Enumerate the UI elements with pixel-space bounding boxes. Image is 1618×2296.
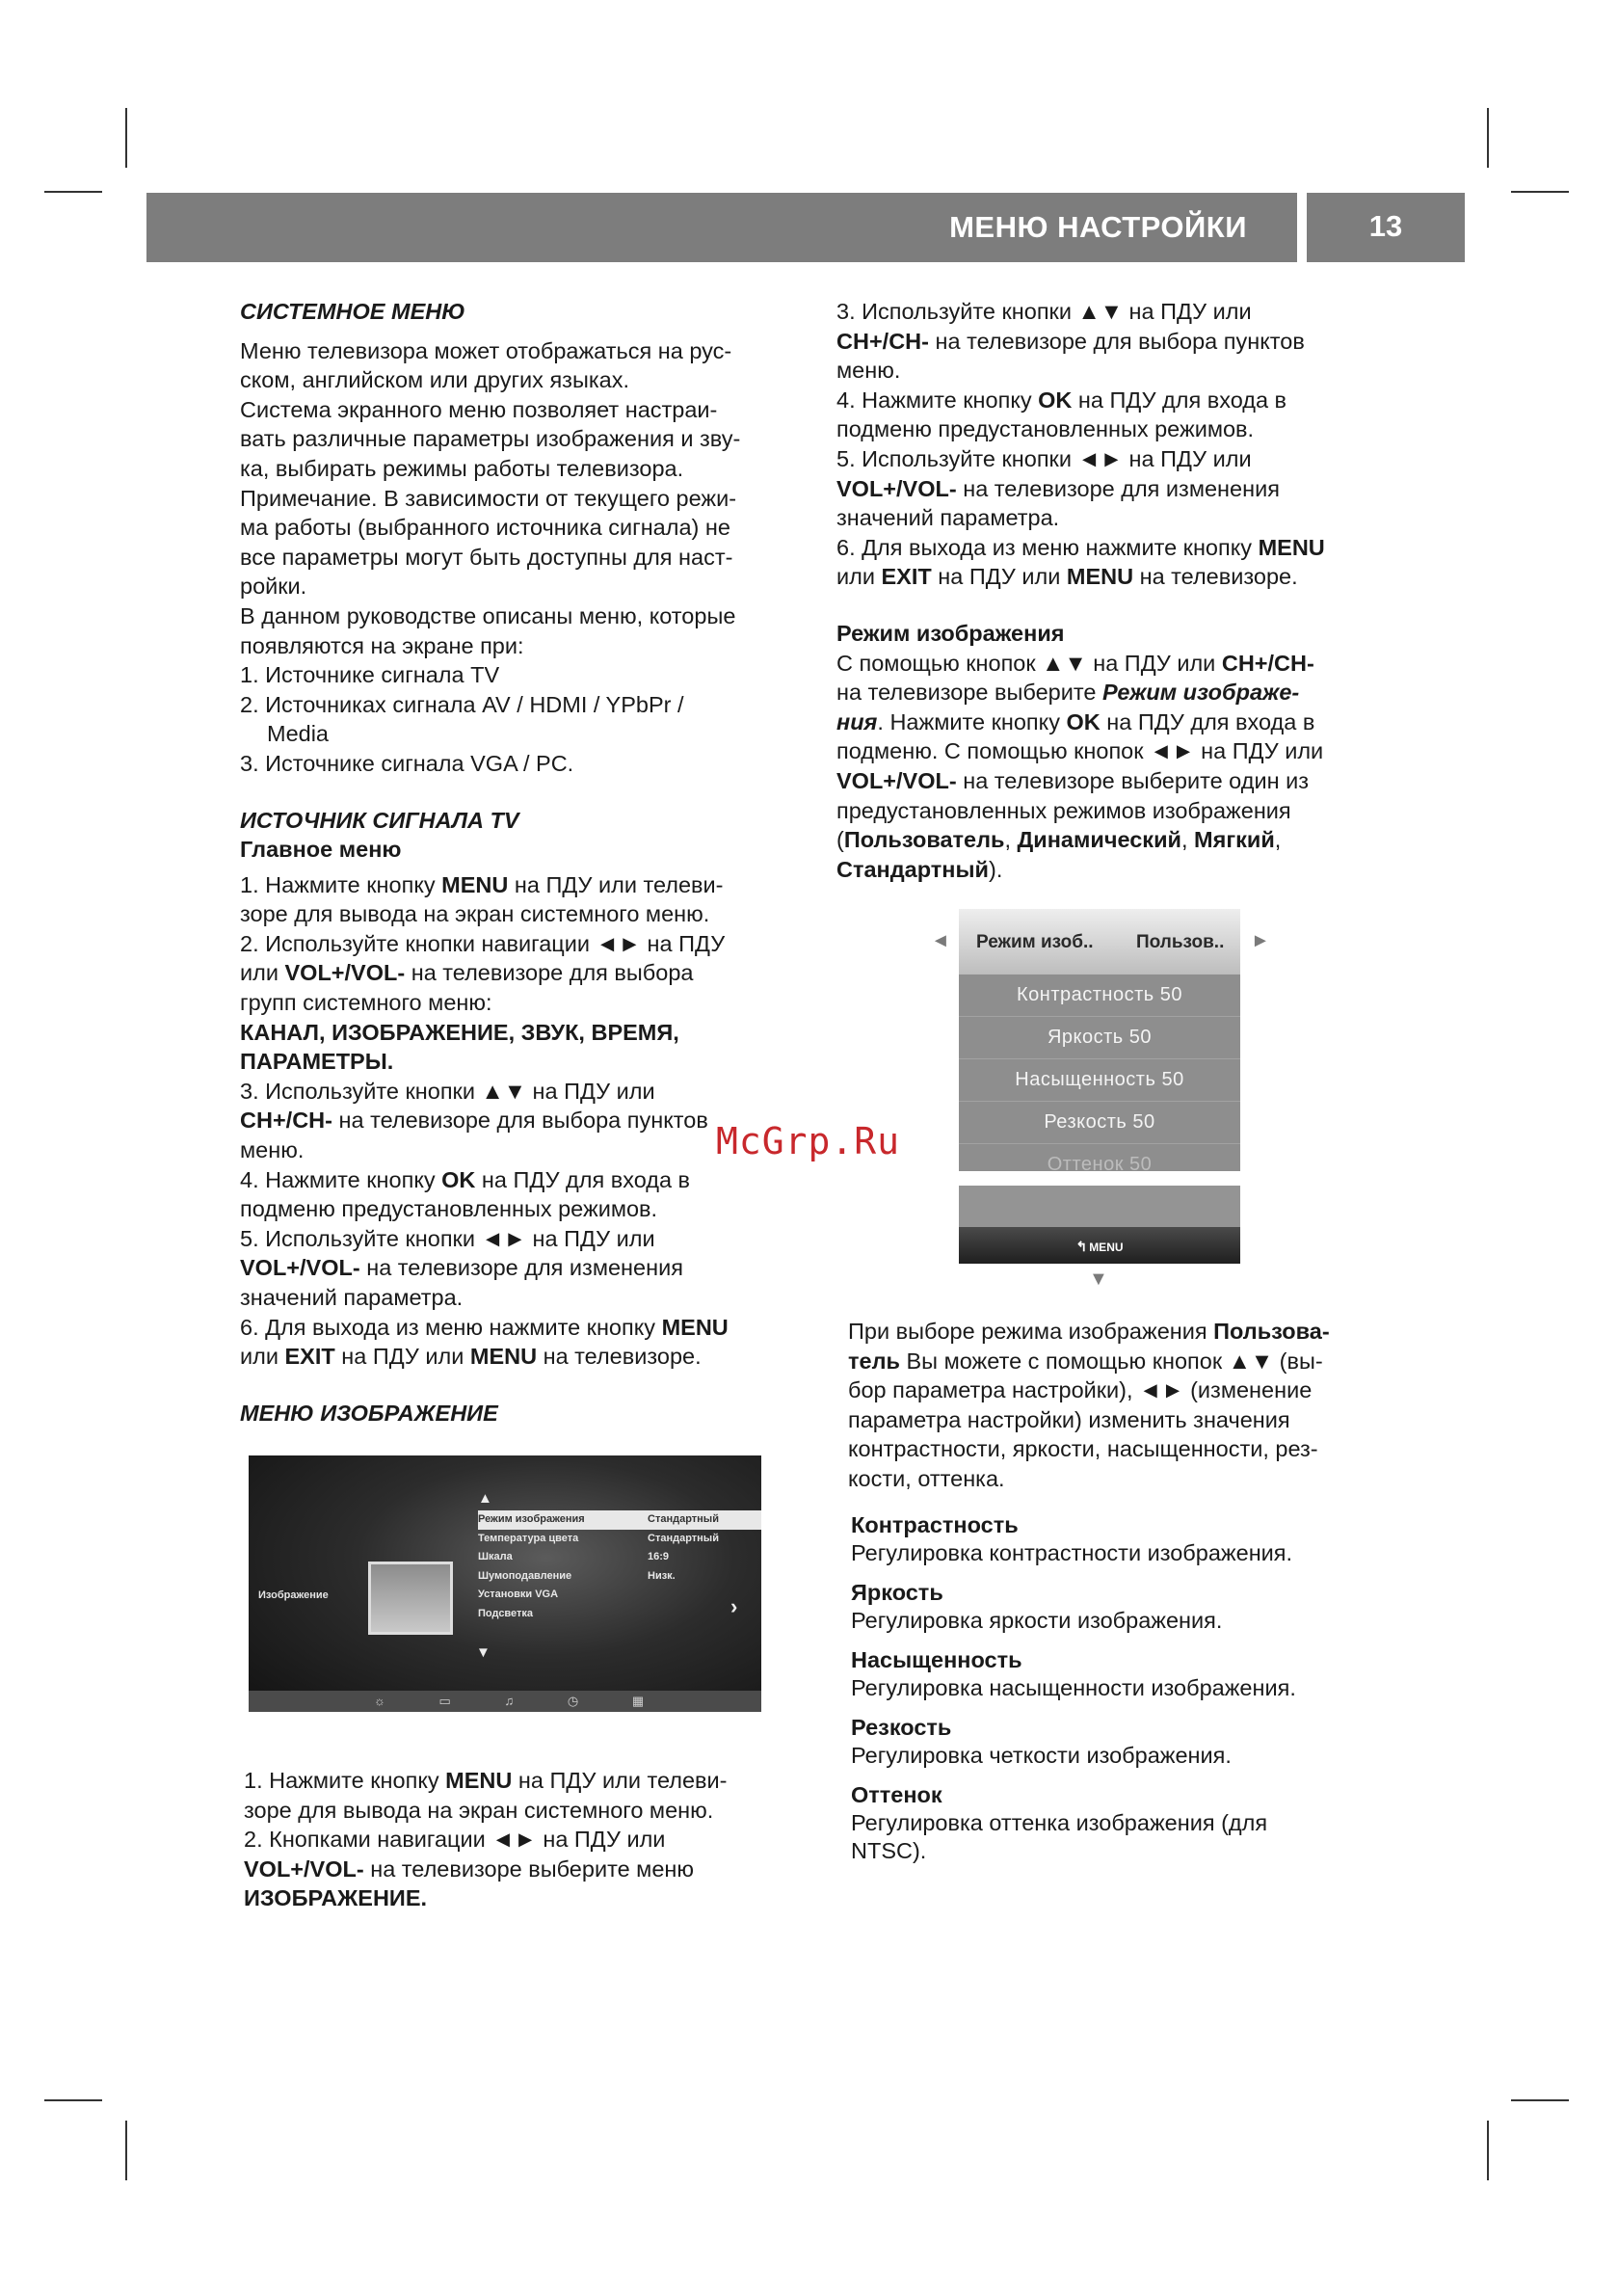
text-line: предустановленных режимов изображения (836, 797, 1291, 823)
arrow-right-icon: ► (1251, 930, 1270, 951)
text-line: ма работы (выбранного источника сигнала) не (240, 515, 730, 541)
text-line: или EXIT на ПДУ или MENU на телевизоре. (836, 564, 1298, 590)
param-desc: Регулировка оттенка изображения (для (851, 1810, 1268, 1835)
step-1: 1. Нажмите кнопку MENU на ПДУ или телеви- (244, 1768, 728, 1793)
param-title: Яркость (851, 1580, 943, 1605)
watermark: McGrp.Ru (716, 1120, 901, 1162)
arrow-down-icon: ▼ (1089, 1268, 1108, 1290)
text-line: CH+/CH- на телевизоре для выбора пунктов (836, 328, 1305, 354)
osd-header[interactable] (959, 909, 1240, 974)
list-item: Media (267, 721, 330, 747)
text-line: VOL+/VOL- на телевизоре выберите меню (244, 1855, 695, 1882)
text-line: подменю. С помощью кнопок ◄► на ПДУ или (836, 738, 1324, 764)
crop-mark (125, 2121, 127, 2180)
section-heading: МЕНЮ ИЗОБРАЖЕНИЕ (240, 1400, 498, 1426)
tv-menu-value: Стандартный (648, 1510, 761, 1530)
text-line: меню. (240, 1137, 305, 1163)
crop-mark (1511, 191, 1569, 193)
right-column (836, 297, 1395, 884)
list-item: 2. Источниках сигнала AV / HDMI / YPbPr / (240, 691, 684, 717)
param-list (851, 1511, 1410, 1865)
text-line: Примечание. В зависимости от текущего режи- (240, 485, 737, 511)
arrow-down-icon: ▼ (476, 1644, 491, 1661)
param-desc: Регулировка яркости изображения. (851, 1608, 1223, 1633)
step-6: 6. Для выхода из меню нажмите кнопку MENU (240, 1314, 729, 1340)
osd-footer-label: MENU (1089, 1241, 1124, 1254)
text-line: контрастности, яркости, насыщенности, рез- (848, 1436, 1318, 1462)
sound-icon[interactable]: ♫ (504, 1694, 515, 1708)
text-line: значений параметра. (836, 505, 1060, 531)
step-4: 4. Нажмите кнопку OK на ПДУ для входа в (836, 387, 1287, 413)
param-title: Насыщенность (851, 1647, 1022, 1672)
text-line: или EXIT на ПДУ или MENU на телевизоре. (240, 1344, 702, 1370)
param-desc: Регулировка насыщенности изображения. (851, 1675, 1296, 1700)
osd-item-saturation[interactable]: Насыщенность 50 (959, 1059, 1240, 1102)
text-line: ском, английском или других языках. (240, 367, 629, 393)
text-line: появляются на экране при: (240, 632, 524, 658)
tv-menu-item[interactable]: Установки VGA (478, 1589, 559, 1600)
tv-menu-value: 16:9 (648, 1551, 670, 1562)
step-3: 3. Используйте кнопки ▲▼ на ПДУ или (836, 299, 1252, 324)
menu-groups: ПАРАМЕТРЫ. (240, 1049, 394, 1075)
tv-menu-screenshot (249, 1455, 761, 1712)
text-line: кости, оттенка. (848, 1465, 1005, 1491)
osd-header-value: Пользов.. (1136, 932, 1225, 952)
text-line: параметра настройки) изменить значения (848, 1406, 1290, 1432)
tv-menu-items (478, 1510, 648, 1623)
channel-icon[interactable]: ☼ (374, 1694, 385, 1708)
osd-items (959, 974, 1240, 1175)
text-line: ИЗОБРАЖЕНИЕ. (244, 1885, 428, 1911)
osd-header-key: Режим изоб.. (976, 932, 1094, 952)
text-line: зоре для вывода на экран системного меню. (240, 901, 710, 927)
tv-menu-item[interactable]: Подсветка (478, 1607, 534, 1619)
crop-mark (1487, 108, 1489, 168)
tv-menu-value: Низк. (648, 1569, 676, 1582)
arrow-left-icon: ◄ (931, 930, 950, 951)
section-heading: ИСТОЧНИК СИГНАЛА TV (240, 807, 519, 833)
text-line: бор параметра настройки), ◄► (изменение (848, 1377, 1313, 1403)
text-line: вать различные параметры изображения и зву- (240, 426, 741, 452)
menu-groups: КАНАЛ, ИЗОБРАЖЕНИЕ, ЗВУК, ВРЕМЯ, (240, 1019, 679, 1045)
text-line: Меню телевизора может отображаться на рус- (240, 337, 732, 363)
tv-menu-item[interactable]: Температура цвета (478, 1532, 579, 1544)
list-item: 1. Источнике сигнала TV (240, 662, 500, 688)
text-line: VOL+/VOL- на телевизоре для изменения (836, 475, 1280, 501)
text-line: (Пользователь, Динамический, Мягкий, (836, 827, 1282, 853)
step-3: 3. Используйте кнопки ▲▼ на ПДУ или (240, 1078, 655, 1104)
step-4: 4. Нажмите кнопку OK на ПДУ для входа в (240, 1166, 691, 1192)
tv-menu-item[interactable]: Шумоподавление (478, 1569, 572, 1582)
step-1: 1. Нажмите кнопку MENU на ПДУ или телеви- (240, 871, 724, 897)
param-desc: Регулировка четкости изображения. (851, 1743, 1232, 1768)
param-title: Резкость (851, 1715, 952, 1740)
header-bar (146, 193, 1297, 262)
osd-item-brightness[interactable]: Яркость 50 (959, 1017, 1240, 1059)
section-heading: Режим изображения (836, 620, 1065, 646)
tv-menu-tabbar (249, 1691, 761, 1712)
text-line: ройки. (240, 574, 307, 600)
right-column-bottom (848, 1317, 1407, 1494)
page-number: 13 (1307, 193, 1465, 262)
picture-icon[interactable]: ▭ (438, 1694, 451, 1708)
text-line: подменю предустановленных режимов. (240, 1196, 658, 1222)
chevron-right-icon: › (730, 1594, 738, 1618)
text-line: зоре для вывода на экран системного меню. (244, 1797, 714, 1823)
step-5: 5. Используйте кнопки ◄► на ПДУ или (836, 445, 1252, 471)
subheading: Главное меню (240, 837, 402, 863)
left-column-bottom (244, 1766, 803, 1913)
text-line: значений параметра. (240, 1285, 464, 1310)
text-line: CH+/CH- на телевизоре для выбора пунктов (240, 1108, 708, 1134)
param-title: Контрастность (851, 1512, 1019, 1537)
text-line: на телевизоре выберите Режим изображе- (836, 680, 1300, 706)
text-line: ка, выбирать режимы работы телевизора. (240, 455, 684, 481)
text-line: групп системного меню: (240, 990, 492, 1016)
crop-mark (1511, 2099, 1569, 2101)
osd-footer[interactable] (959, 1227, 1240, 1264)
osd-item-tint[interactable]: Оттенок 50 (959, 1144, 1240, 1187)
options-icon[interactable]: ▦ (631, 1694, 645, 1708)
text-line: Стандартный). (836, 856, 1003, 882)
step-2: 2. Используйте кнопки навигации ◄► на ПДУ (240, 930, 726, 956)
param-desc: Регулировка контрастности изображения. (851, 1540, 1293, 1565)
crop-mark (44, 191, 102, 193)
crop-mark (125, 108, 127, 168)
arrow-up-icon: ▲ (478, 1490, 492, 1507)
tv-menu-item[interactable]: Режим изображения (478, 1510, 648, 1530)
text-line: VOL+/VOL- на телевизоре для изменения (240, 1255, 683, 1281)
page-title: МЕНЮ НАСТРОЙКИ (949, 210, 1247, 244)
text-line: ния. Нажмите кнопку OK на ПДУ для входа в (836, 708, 1315, 734)
step-5: 5. Используйте кнопки ◄► на ПДУ или (240, 1225, 655, 1251)
osd-item-contrast[interactable]: Контрастность 50 (959, 974, 1240, 1017)
param-title: Оттенок (851, 1782, 942, 1807)
tv-menu-item[interactable]: Шкала (478, 1551, 513, 1562)
tv-menu-label: Изображение (258, 1589, 329, 1601)
tv-menu-value: Стандартный (648, 1532, 719, 1544)
text-line: Система экранного меню позволяет настраи- (240, 396, 718, 422)
list-item: 3. Источнике сигнала VGA / PC. (240, 750, 574, 776)
crop-mark (44, 2099, 102, 2101)
osd-picture-mode-menu (959, 909, 1240, 1264)
step-2: 2. Кнопками навигации ◄► на ПДУ или (244, 1827, 666, 1853)
text-line: меню. (836, 358, 901, 384)
text-line: тель Вы можете с помощью кнопок ▲▼ (вы- (848, 1348, 1323, 1374)
text-line: С помощью кнопок ▲▼ на ПДУ или CH+/CH- (836, 650, 1314, 676)
osd-item-sharpness[interactable]: Резкость 50 (959, 1102, 1240, 1144)
text-line: или VOL+/VOL- на телевизоре для выбора (240, 960, 694, 986)
text-line: подменю предустановленных режимов. (836, 416, 1255, 442)
clock-icon[interactable]: ◷ (567, 1694, 579, 1708)
text-line: все параметры могут быть доступны для наст- (240, 544, 733, 570)
text-line: VOL+/VOL- на телевизоре выберите один из (836, 767, 1309, 793)
return-icon: ↰ (1075, 1239, 1088, 1254)
param-desc: NTSC). (851, 1838, 927, 1863)
text-line: В данном руководстве описаны меню, которые (240, 602, 736, 628)
left-column (240, 297, 799, 1428)
osd-empty-row (959, 1186, 1240, 1227)
tv-menu-values (648, 1510, 761, 1586)
step-6: 6. Для выхода из меню нажмите кнопку MENU (836, 534, 1325, 560)
picture-thumbnail (368, 1562, 453, 1635)
text-line: При выборе режима изображения Пользова- (848, 1319, 1330, 1344)
section-heading: СИСТЕМНОЕ МЕНЮ (240, 299, 465, 324)
crop-mark (1487, 2121, 1489, 2180)
